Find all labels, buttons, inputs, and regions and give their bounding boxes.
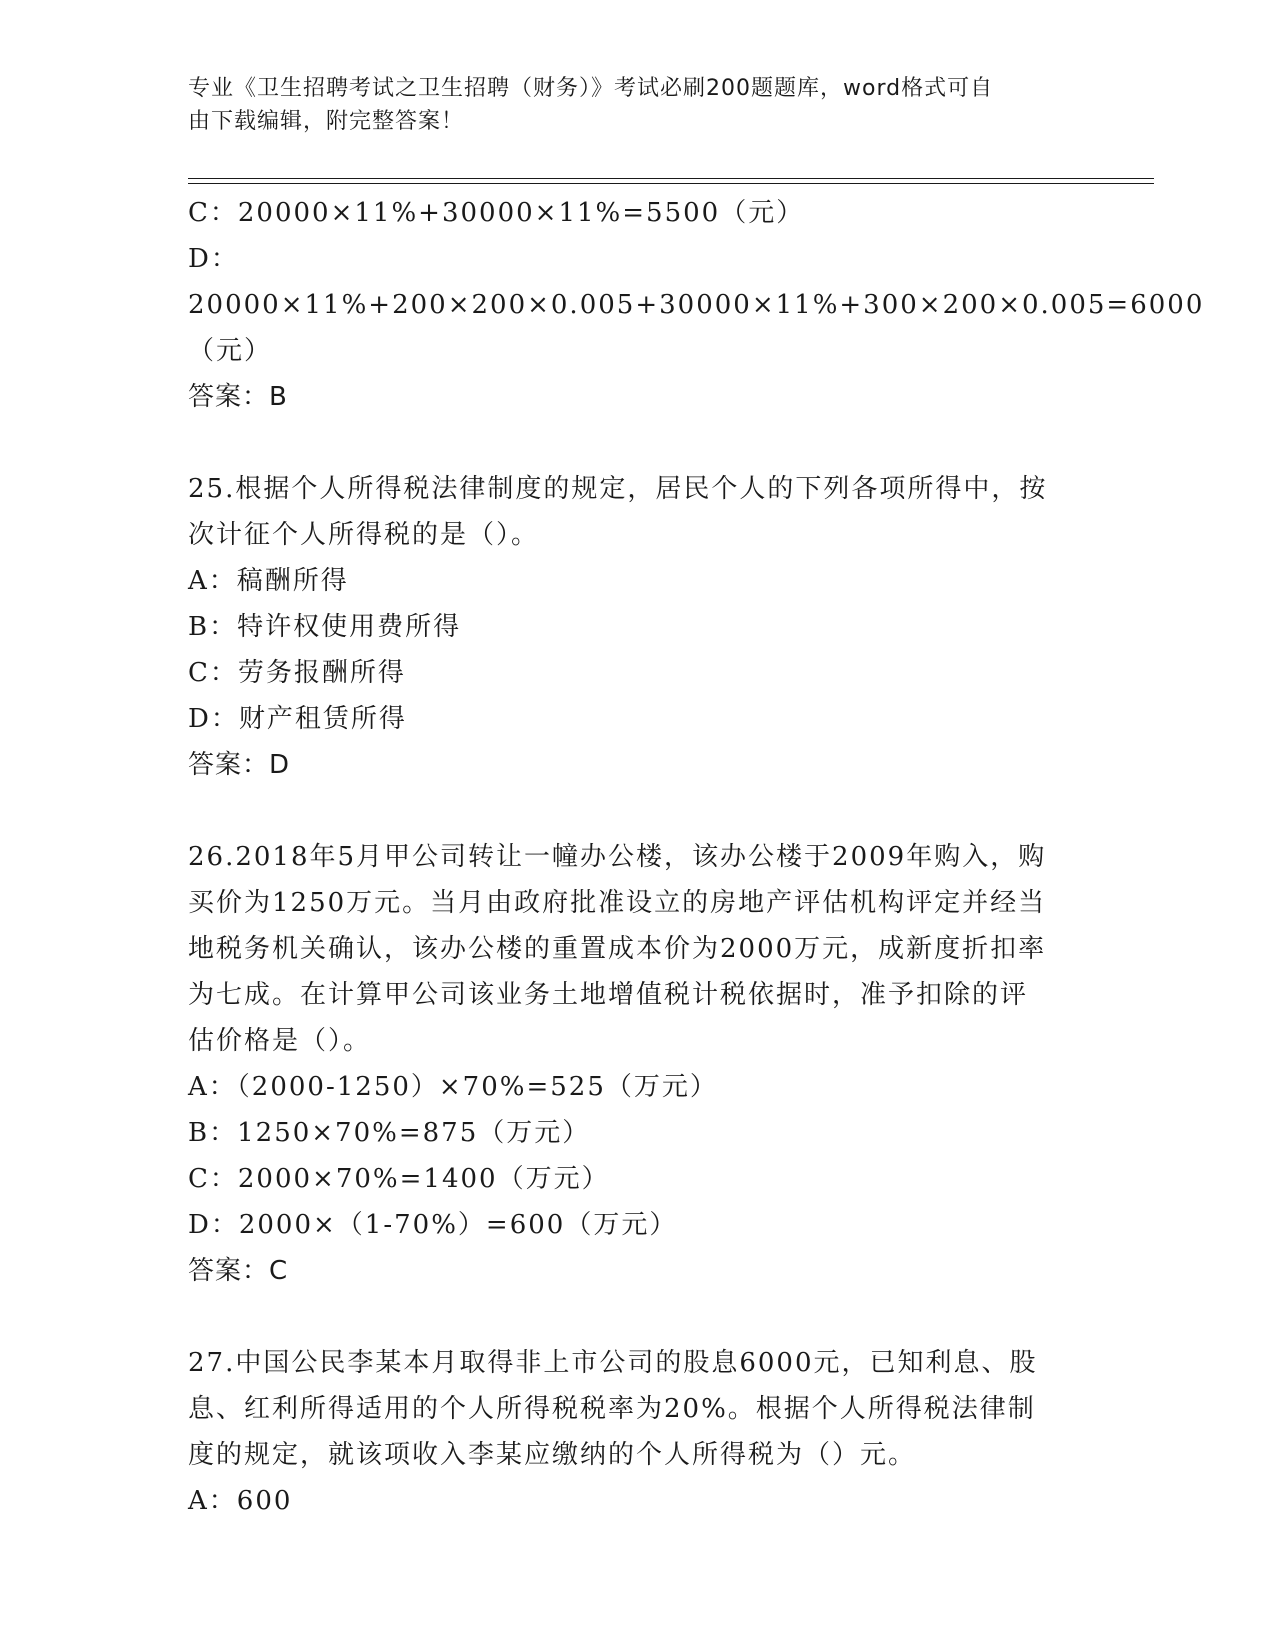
question-text: 为七成。在计算甲公司该业务土地增值税计税依据时，准予扣除的评 — [188, 980, 1029, 1010]
question-text: 26.2018年5月甲公司转让一幢办公楼，该办公楼于2009年购入，购 — [188, 842, 1047, 872]
question-24-tail — [188, 190, 1205, 420]
option-a: A：600 — [188, 1486, 293, 1516]
question-27 — [188, 1340, 1088, 1524]
spacer — [188, 1294, 1088, 1340]
question-text: 次计征个人所得税的是（）。 — [188, 520, 540, 550]
question-text: 买价为1250万元。当月由政府批准设立的房地产评估机构评定并经当 — [188, 888, 1047, 918]
option-b: B：1250×70%=875（万元） — [188, 1118, 591, 1148]
question-26 — [188, 834, 1088, 1294]
option-d-continued: （元） — [188, 336, 273, 366]
spacer — [188, 420, 1088, 466]
question-text: 估价格是（）。 — [188, 1026, 372, 1056]
header-line-1: 专业《卫生招聘考试之卫生招聘（财务）》考试必刷200题题库，word格式可自 — [188, 76, 994, 101]
document-body — [188, 190, 1205, 1524]
option-c: C：劳务报酬所得 — [188, 658, 406, 688]
question-text: 25.根据个人所得税法律制度的规定，居民个人的下列各项所得中，按 — [188, 474, 1048, 504]
header-divider-bottom — [188, 183, 1154, 184]
question-text: 度的规定，就该项收入李某应缴纳的个人所得税为（）元。 — [188, 1440, 917, 1470]
option-a: A：稿酬所得 — [188, 566, 349, 596]
spacer — [188, 788, 1088, 834]
question-text: 地税务机关确认，该办公楼的重置成本价为2000万元，成新度折扣率 — [188, 934, 1047, 964]
question-text: 27.中国公民李某本月取得非上市公司的股息6000元，已知利息、股 — [188, 1348, 1038, 1378]
answer: 答案：B — [188, 382, 288, 412]
answer: 答案：D — [188, 750, 291, 780]
question-25 — [188, 466, 1088, 788]
document-header — [188, 72, 1068, 138]
option-d: D：2000×（1-70%）=600（万元） — [188, 1210, 678, 1240]
option-a: A：（2000-1250）×70%=525（万元） — [188, 1072, 718, 1102]
header-divider-top — [188, 178, 1154, 179]
option-d: D：20000×11%+200×200×0.005+30000×11%+300×200×0.005=6000 — [188, 244, 1205, 320]
option-b: B：特许权使用费所得 — [188, 612, 462, 642]
option-c: C：20000×11%+30000×11%=5500（元） — [188, 198, 805, 228]
option-c: C：2000×70%=1400（万元） — [188, 1164, 610, 1194]
option-d: D：财产租赁所得 — [188, 704, 407, 734]
question-text: 息、红利所得适用的个人所得税税率为20%。根据个人所得税法律制 — [188, 1394, 1036, 1424]
header-line-2: 由下载编辑，附完整答案！ — [188, 109, 465, 134]
answer: 答案：C — [188, 1256, 289, 1286]
